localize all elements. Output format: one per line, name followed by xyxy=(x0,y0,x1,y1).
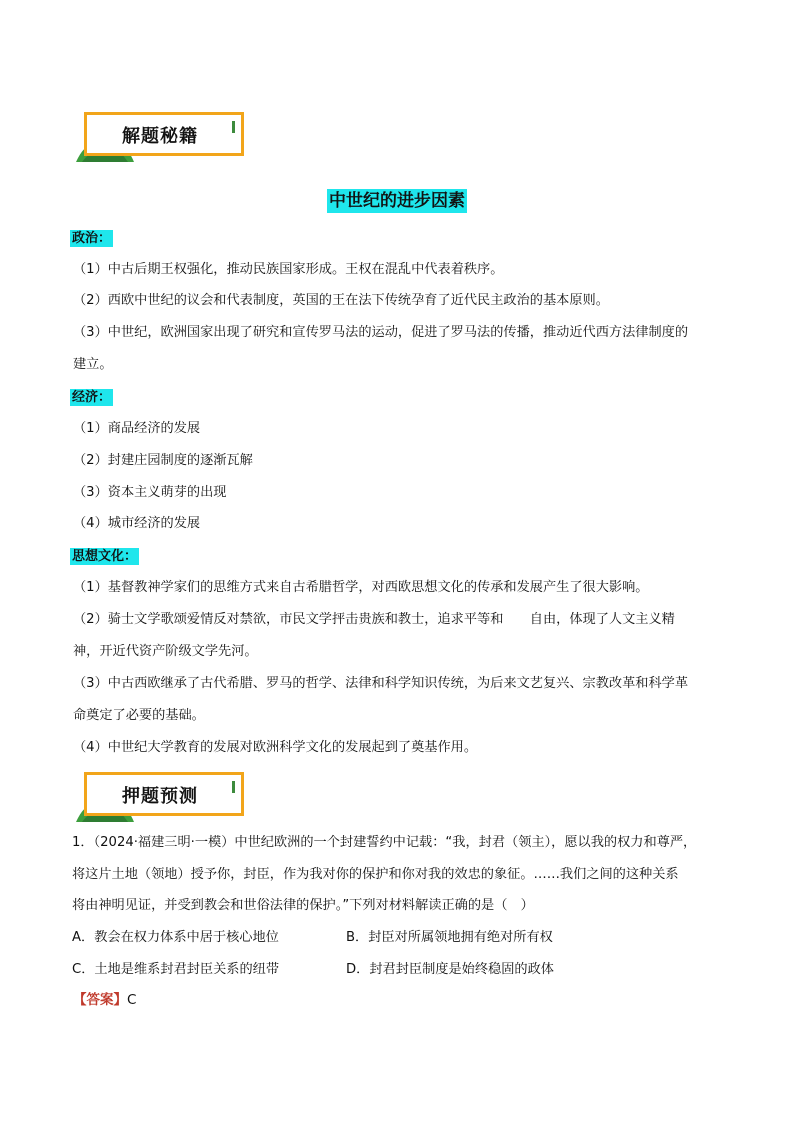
section-label: 押题预测 xyxy=(122,786,198,807)
question-line: 将由神明见证，并受到教会和世俗法律的保护。”下列对材料解读正确的是（ ） xyxy=(72,898,534,913)
economy-item: （2）封建庄园制度的逐渐瓦解 xyxy=(73,453,253,468)
economy-item: （3）资本主义萌芽的出现 xyxy=(73,485,227,500)
economy-heading: 经济： xyxy=(72,390,112,405)
culture-item: 神，开近代资产阶级文学先河。 xyxy=(73,644,258,659)
politics-item: （1）中古后期王权强化，推动民族国家形成。王权在混乱中代表着秩序。 xyxy=(73,262,504,277)
answer xyxy=(73,991,136,1009)
culture-item: （1）基督教神学家们的思维方式来自古希腊哲学，对西欧思想文化的传承和发展产生了很大影响。 xyxy=(73,580,649,595)
option-a: A．教会在权力体系中居于核心地位 xyxy=(72,930,279,945)
option-b: B．封臣对所属领地拥有绝对所有权 xyxy=(346,930,553,945)
answer-value: C xyxy=(127,992,137,1008)
politics-heading: 政治： xyxy=(72,231,112,246)
economy-item: （1）商品经济的发展 xyxy=(73,421,201,436)
section-badge-predict xyxy=(76,772,248,820)
politics-item: 建立。 xyxy=(73,357,113,372)
title-text: 中世纪的进步因素 xyxy=(329,191,465,211)
option-c: C．土地是维系封君封臣关系的纽带 xyxy=(72,962,280,977)
politics-item: （2）西欧中世纪的议会和代表制度，英国的王在法下传统孕育了近代民主政治的基本原则。 xyxy=(73,293,609,308)
culture-item: （2）骑士文学歌颂爱情反对禁欲，市民文学抨击贵族和教士，追求平等和 自由，体现了人文主义精 xyxy=(73,612,675,627)
section-badge-tips xyxy=(76,112,248,160)
politics-item: （3）中世纪，欧洲国家出现了研究和宣传罗马法的运动，促进了罗马法的传播，推动近代西方法律制度的 xyxy=(73,325,689,340)
option-d: D．封君封臣制度是始终稳固的政体 xyxy=(346,962,554,977)
culture-item: 命奠定了必要的基础。 xyxy=(73,708,205,723)
question-line: 1．（2024·福建三明·一模）中世纪欧洲的一个封建誓约中记载：“我，封君（领主），愿以我的权力和尊严， xyxy=(72,835,697,850)
culture-item: （3）中古西欧继承了古代希腊、罗马的哲学、法律和科学知识传统，为后来文艺复兴、宗教改革和科学革 xyxy=(73,676,689,691)
page-title xyxy=(0,186,794,211)
economy-item: （4）城市经济的发展 xyxy=(73,516,201,531)
answer-label: 【答案】 xyxy=(73,992,127,1008)
culture-heading: 思想文化： xyxy=(72,549,138,564)
culture-item: （4）中世纪大学教育的发展对欧洲科学文化的发展起到了奠基作用。 xyxy=(73,740,478,755)
section-label: 解题秘籍 xyxy=(122,126,198,147)
question-line: 将这片土地（领地）授予你，封臣，作为我对你的保护和你对我的效忠的象征。……我们之间的这种关系 xyxy=(72,867,679,882)
